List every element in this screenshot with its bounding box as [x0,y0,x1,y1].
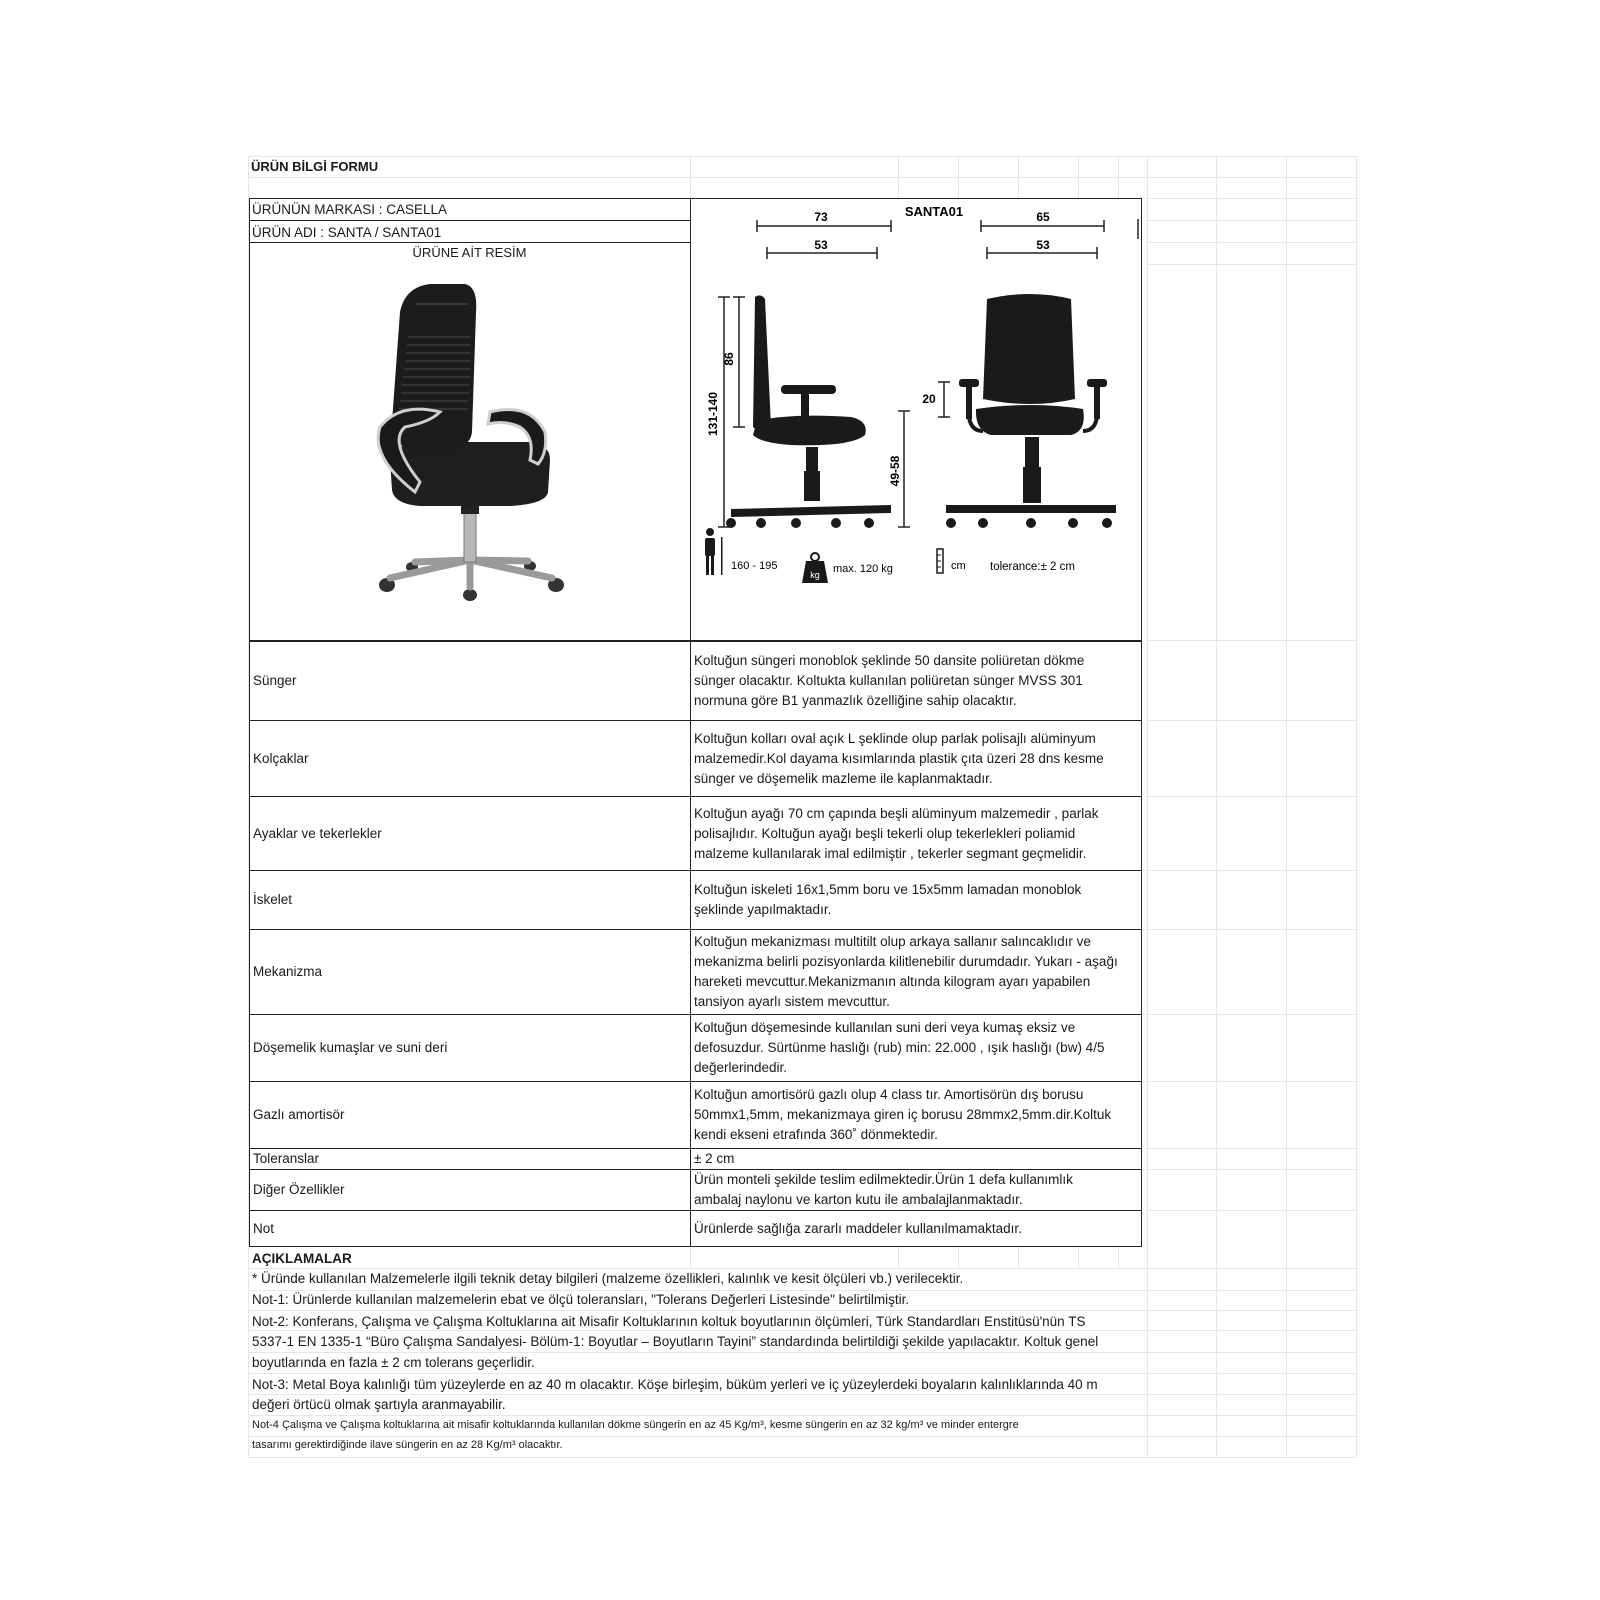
spec-label: İskelet [253,892,293,907]
spec-description-line: Koltuğun kolları oval açık L şeklinde olup parlak polisajlı alüminyum [694,730,1096,746]
spec-description-line: ambalaj naylonu ve karton kutu ile ambalajlanmaktadır. [694,1192,1023,1207]
brand-label: ÜRÜNÜN MARKASI : CASELLA [252,202,448,217]
product-name-label: ÜRÜN ADI : SANTA / SANTA01 [252,225,442,240]
spec-description [691,642,1141,720]
spec-description-text [694,1018,1104,1078]
spec-description-line: şeklinde yapılmaktadır. [694,902,832,917]
spec-description-line: malzeme kullanılarak imal edilmiştir , tekerler segmant geçmelidir. [694,845,1087,861]
arm-adjust-label: 20 [922,392,936,406]
spec-description-line: Koltuğun iskeleti 16x1,5mm boru ve 15x5mm lamadan monoblok [694,882,1082,897]
seat-height-label: 49-58 [888,455,902,487]
note-4-line-2: tasarımı gerektirdiğinde ilave süngerin en az 28 Kg/m³ olacaktır. [252,1439,563,1451]
back-height-label: 86 [722,352,736,366]
spec-label: Mekanizma [253,964,323,979]
spec-description-line: Koltuğun mekanizması multitilt olup arkaya sallanır salıncaklıdır ve [694,934,1091,949]
spec-description-text [694,1149,734,1169]
spec-description-line: sünger ve döşemelik mazleme ile kaplanmaktadır. [694,770,993,786]
spec-description-line: Koltuğun döşemesinde kullanılan suni deri veya kumaş eksiz ve [694,1020,1076,1035]
spec-description-line: Koltuğun süngeri monoblok şeklinde 50 dansite poliüretan dökme [694,653,1085,668]
spec-label: Sünger [253,673,297,688]
spec-description [691,797,1141,870]
note-3-line-2: değeri örtücü olmak şartıyla aranmayabilir. [252,1397,506,1412]
spec-description-line: Koltuğun ayağı 70 cm çapında beşli alüminyum malzemedir , parlak [694,805,1099,821]
dimension-diagram [691,199,1141,639]
spec-description-line: Ürünlerde sağlığa zararlı maddeler kullanılmamaktadır. [694,1220,1022,1236]
spec-description-text [694,932,1118,1012]
notes-title: AÇIKLAMALAR [252,1251,352,1266]
spec-description-line: defosuzdur. Sürtünme haslığı (rub) min: 22.000 , ışık haslığı (bw) 4/5 [694,1040,1105,1055]
max-weight-label: max. 120 kg [833,563,893,575]
spec-description-text [694,1219,1022,1239]
spec-description-line: 50mmx1,5mm, mekanizmaya giren iç borusu 28mmx2,5mm.dir.Koltuk [694,1107,1112,1122]
spec-description-line: tansiyon ayarlı sistem mevcuttur. [694,994,890,1009]
side-top-width-label: 73 [814,210,828,224]
spec-label: Diğer Özellikler [253,1182,345,1197]
spec-description-line: Koltuğun amortisörü gazlı olup 4 class tır. Amortisörün dış borusu [694,1087,1084,1102]
chair-photo [360,282,580,612]
spec-description [691,1015,1141,1081]
front-top-width-label: 65 [1036,210,1050,224]
note-2-line-3: boyutlarında en fazla ± 2 cm tolerans geçerlidir. [252,1355,535,1370]
tolerance-label: tolerance:± 2 cm [990,561,1075,573]
spec-description-line: malzemedir.Kol dayama kısımlarında plastik çıta üzeri 28 dns kesme [694,750,1104,766]
person-icon [705,528,723,575]
spec-description [691,721,1141,796]
table-row-line [249,1246,1142,1247]
model-code: SANTA01 [904,204,964,219]
note-1: Not-1: Ürünlerde kullanılan malzemelerin ebat ve ölçü toleransları, "Tolerans Değerleri Listesinde" belirtilmiştir. [252,1292,910,1307]
spec-label: Döşemelik kumaşlar ve suni deri [253,1040,448,1055]
note-3-line-1: Not-3: Metal Boya kalınlığı tüm yüzeylerde en az 40 m olacaktır. Köşe birleşim, büküm yerleri ve iç yüzeylerdeki boyaların kalınlıklarında 40 m [252,1377,1098,1392]
note-0: * Üründe kullanılan Malzemelerle ilgili teknik detay bilgileri (malzeme özellikleri, kalınlık ve kesit ölçüleri vb.) verilecektir. [252,1271,964,1286]
spec-description [691,930,1141,1014]
spec-description [691,871,1141,929]
spec-description-line: sünger olacaktır. Koltukta kullanılan poliüretan sünger MVSS 301 [694,673,1083,688]
side-seat-width-label: 53 [814,238,828,252]
spec-description-text [694,729,1104,789]
spec-label: Not [253,1220,275,1236]
spec-description-text [694,651,1084,711]
spec-description [691,1211,1141,1246]
spec-description [691,1082,1141,1148]
kg-badge: kg [810,570,820,580]
front-seat-width-label: 53 [1036,238,1050,252]
spec-description [691,1149,1141,1169]
spec-description-line: Ürün monteli şekilde teslim edilmektedir.Ürün 1 defa kullanımlık [694,1172,1073,1187]
unit-label: cm [951,560,966,572]
weight-icon [802,553,828,583]
spec-description-line: normuna göre B1 yanmazlık özelliğine sahip olacaktır. [694,693,1017,708]
spec-description [691,1170,1141,1210]
spec-description-text [694,880,1081,920]
ruler-icon [937,549,943,573]
spec-label: Kolçaklar [253,750,309,766]
user-height-label: 160 - 195 [731,560,778,572]
form-title: ÜRÜN BİLGİ FORMU [251,159,379,174]
spec-label: Toleranslar [253,1151,320,1166]
note-4-line-1: Not-4 Çalışma ve Çalışma koltuklarına ait misafir koltuklarında kullanılan dökme süngerin en az 45 Kg/m³, kesme süngerin en az 32 kg/m³ ve minder entergre [252,1419,1019,1431]
image-label: ÜRÜNE AİT RESİM [412,245,527,260]
spec-label: Gazlı amortisör [253,1107,345,1122]
spec-description-line: hareketi mevcuttur.Mekanizmanın altında kilogram ayarı yapabilen [694,974,1091,989]
spec-description-line: değerlerindedir. [694,1060,788,1075]
spec-description-line: mekanizma belirli pozisyonlarda kilitlenebilir durumdadır. Yukarı - aşağı [694,954,1118,969]
spec-description-text [694,1170,1073,1210]
spec-description-text [694,804,1098,864]
spec-description-line: ± 2 cm [694,1151,735,1166]
spec-description-line: kendi ekseni etrafında 360˚ dönmektedir. [694,1127,938,1142]
spec-description-text [694,1085,1111,1145]
total-height-label: 131-140 [706,391,720,437]
note-2-line-1: Not-2: Konferans, Çalışma ve Çalışma Koltuklarına ait Misafir Koltuklarının koltuk boyutlarının ölçümleri, Türk Standardları Enstitüsü'nün TS [252,1314,1086,1329]
spec-description-line: polisajlıdır. Koltuğun ayağı beşli tekerli olup tekerlekleri poliamid [694,825,1076,841]
note-2-line-2: 5337-1 EN 1335-1 “Büro Çalışma Sandalyesi- Bölüm-1: Boyutlar – Boyutların Tayini” standardında belirtildiği şekilde yapılacaktır. Koltuk genel [252,1334,1099,1349]
spec-label: Ayaklar ve tekerlekler [253,825,382,841]
